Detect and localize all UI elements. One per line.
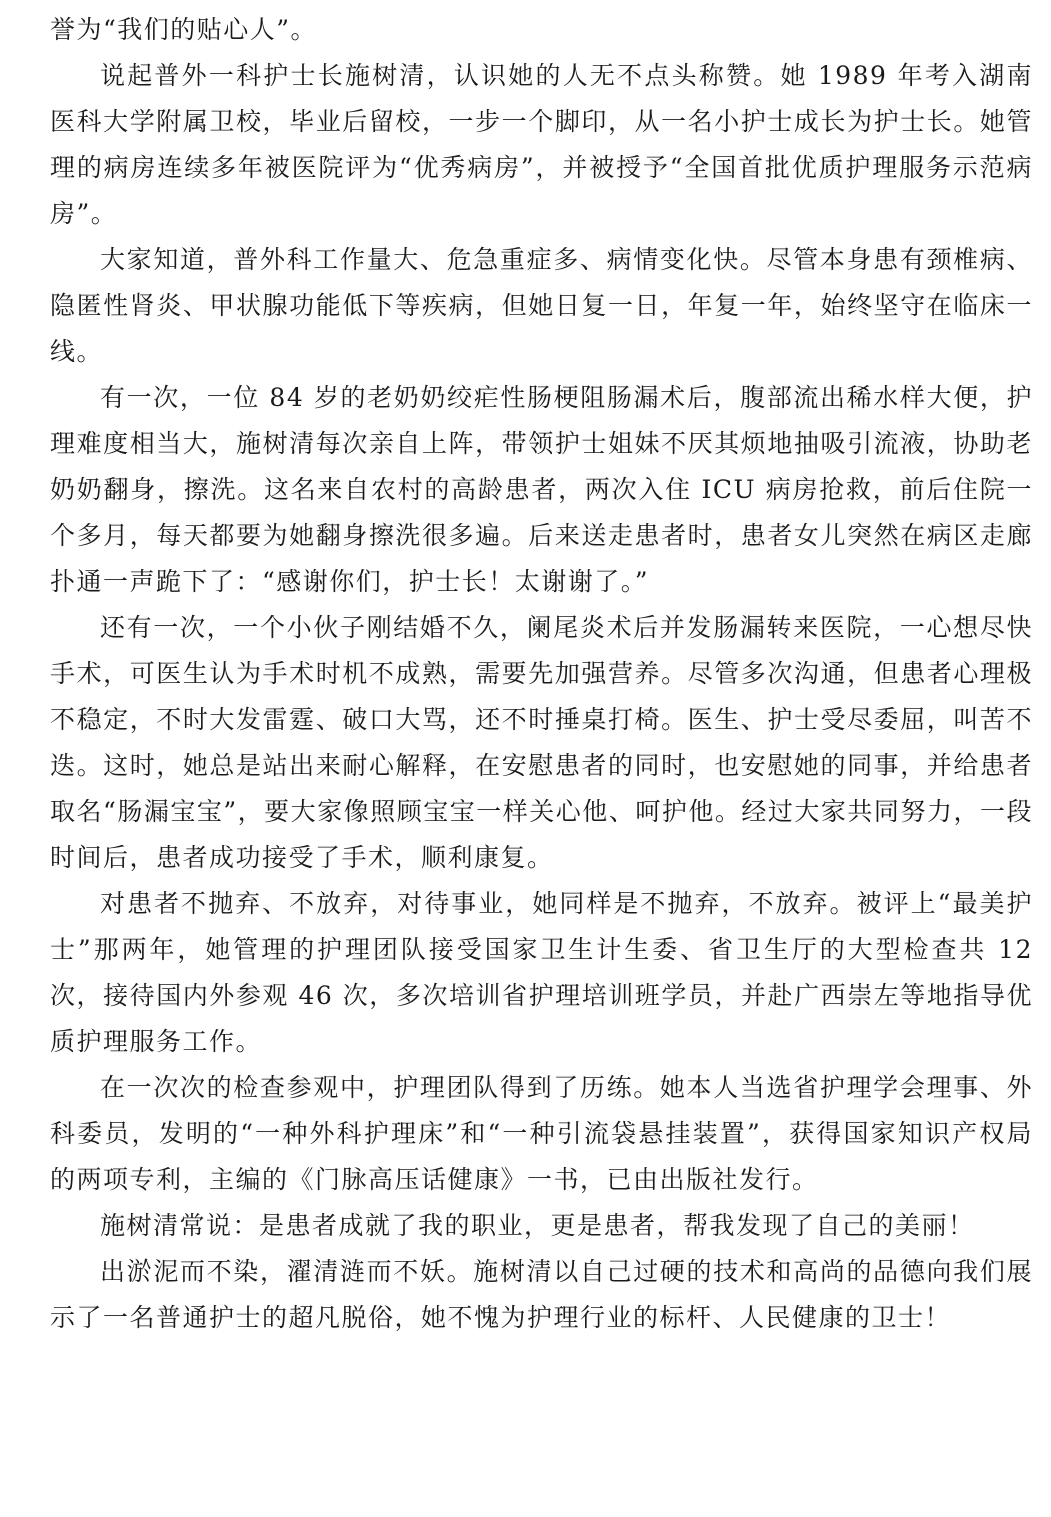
- paragraph-patents: 在一次次的检查参观中，护理团队得到了历练。她本人当选省护理学会理事、外科委员，发明的“一种外科护理床”和“一种引流袋悬挂装置”，获得国家知识产权局的两项专利，主编的《门脉高压话健康》一书，已由出版社发行。: [50, 1073, 1033, 1194]
- paragraph-frontline-work: 大家知道，普外科工作量大、危急重症多、病情变化快。尽管本身患有颈椎病、隐匿性肾炎、甲状腺功能低下等疾病，但她日复一日，年复一年，始终坚守在临床一线。: [50, 245, 1033, 366]
- paragraph-young-patient-story: 还有一次，一个小伙子刚结婚不久，阑尾炎术后并发肠漏转来医院，一心想尽快手术，可医生认为手术时机不成熟，需要先加强营养。尽管多次沟通，但患者心理极不稳定，不时大发雷霆、破口大骂，还不时捶桌打椅。医生、护士受尽委屈，叫苦不迭。这时，她总是站出来耐心解释，在安慰患者的同时，也安慰她的同事，并给患者取名“肠漏宝宝”，要大家像照顾宝宝一样关心他、呵护他。经过大家共同努力，一段时间后，患者成功接受了手术，顺利康复。: [50, 613, 1033, 872]
- paragraph-head-nurse-intro: 说起普外一科护士长施树清，认识她的人无不点头称赞。她 1989 年考入湖南医科大学附属卫校，毕业后留校，一步一个脚印，从一名小护士成长为护士长。她管理的病房连续多年被医院评为“优秀病房”，并被授予“全国首批优质护理服务示范病房”。: [50, 61, 1033, 228]
- paragraph-elderly-patient-story: 有一次，一位 84 岁的老奶奶绞疟性肠梗阻肠漏术后，腹部流出稀水样大便，护理难度相当大，施树清每次亲自上阵，带领护士姐妹不厌其烦地抽吸引流液，协助老奶奶翻身，擦洗。这名来自农村的高龄患者，两次入住 ICU 病房抢救，前后住院一个多月，每天都要为她翻身擦洗很多遍。后来送走患者时，患者女儿突然在病区走廊扑通一声跪下了：“感谢你们，护士长！太谢谢了。”: [50, 383, 1033, 596]
- paragraph-quote: 施树清常说：是患者成就了我的职业，更是患者，帮我发现了自己的美丽！: [100, 1211, 975, 1240]
- paragraph-team-achievements: 对患者不抛弃、不放弃，对待事业，她同样是不抛弃，不放弃。被评上“最美护士”那两年，她管理的护理团队接受国家卫生计生委、省卫生厅的大型检查共 12 次，接待国内外参观 46 次，多次培训省护理培训班学员，并赴广西崇左等地指导优质护理服务工作。: [50, 889, 1033, 1056]
- paragraph-continued: 誉为“我们的贴心人”。: [50, 15, 318, 44]
- paragraph-conclusion: 出淤泥而不染，濯清涟而不妖。施树清以自己过硬的技术和高尚的品德向我们展示了一名普通护士的超凡脱俗，她不愧为护理行业的标杆、人民健康的卫士！: [50, 1257, 1033, 1332]
